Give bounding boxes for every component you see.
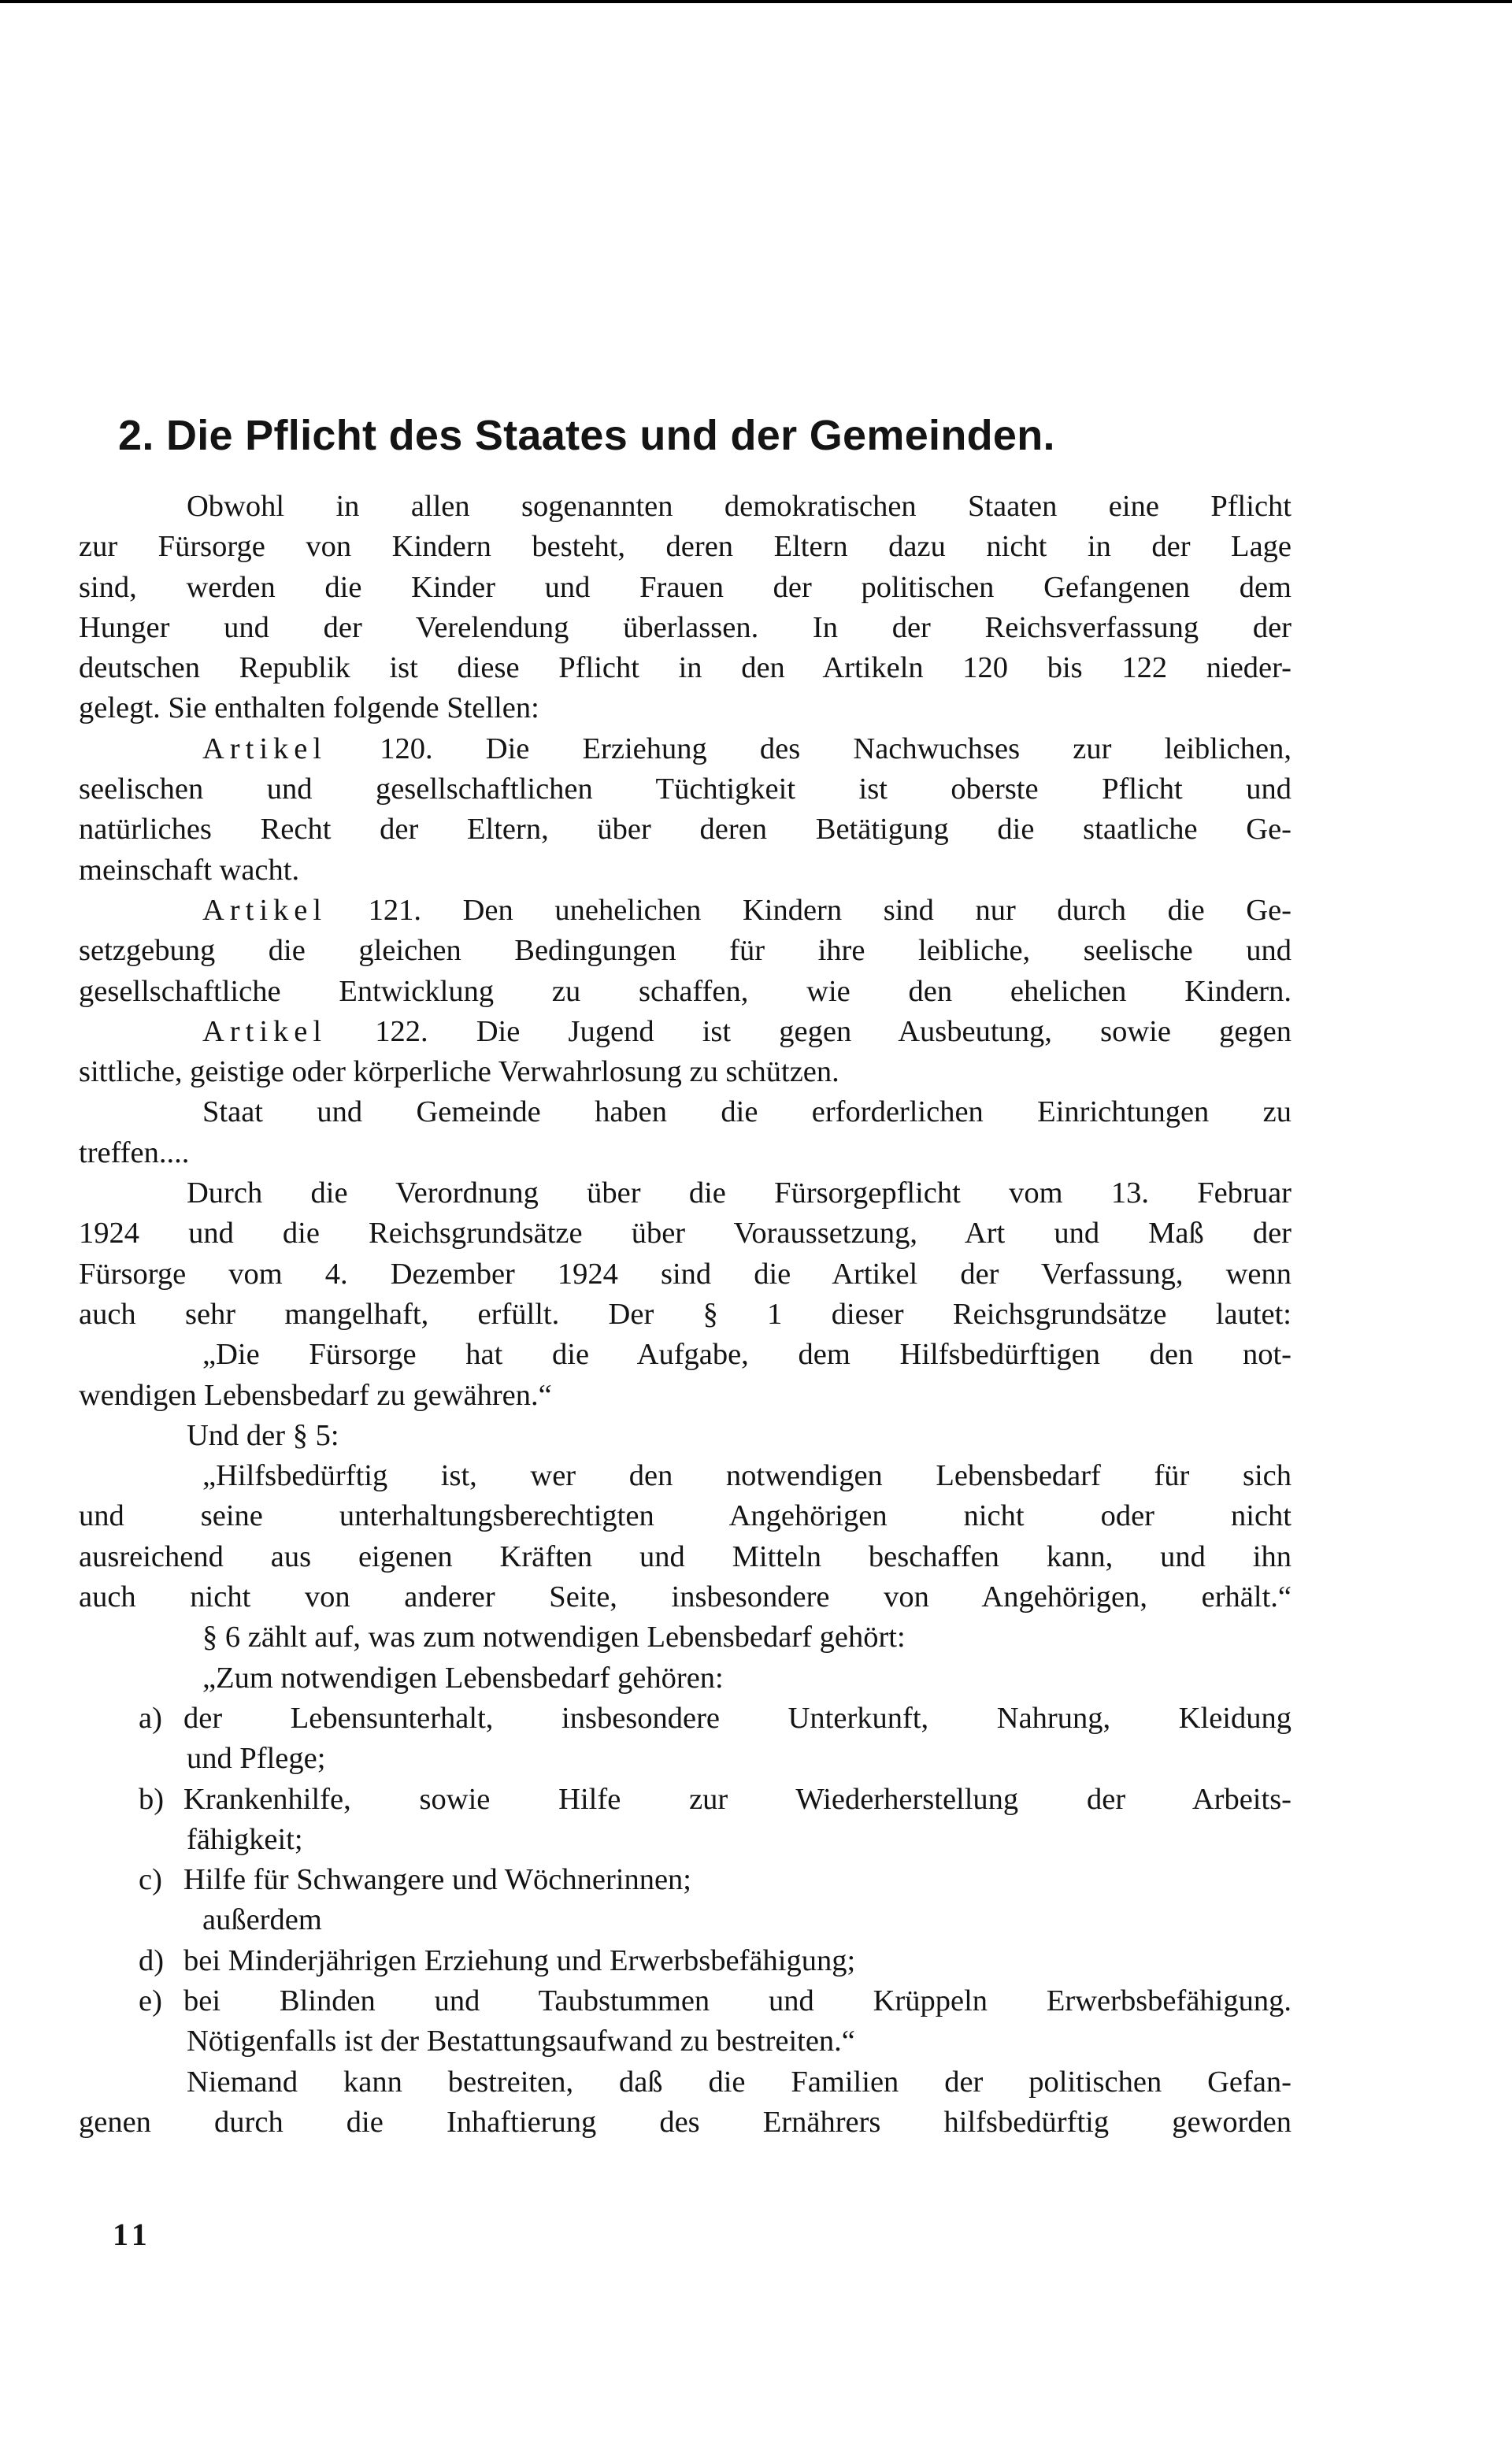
line-text: der Lebensunterhalt, insbesondere Unterkunft, Nahrung, Kleidung bbox=[183, 1701, 1292, 1735]
line-text: Staat und Gemeinde haben die erforderlichen Einrichtungen zu bbox=[202, 1095, 1292, 1129]
page-number: 11 bbox=[113, 2217, 152, 2252]
text-line bbox=[79, 1577, 1292, 1617]
line-text: deutschen Republik ist diese Pflicht in den Artikeln 120 bis 122 nieder- bbox=[79, 651, 1292, 685]
line-text: Hunger und der Verelendung überlassen. In der Reichsverfassung der bbox=[79, 610, 1292, 644]
text-line-with-label bbox=[79, 891, 1292, 931]
line-text: setzgebung die gleichen Bedingungen für ihre leibliche, seelische und bbox=[79, 934, 1292, 968]
line-text: Obwohl in allen sogenannten demokratischen Staaten eine Pflicht bbox=[187, 490, 1292, 523]
scan-border bbox=[0, 0, 1512, 3]
line-text: sittliche, geistige oder körperliche Verwahrlosung zu schützen. bbox=[79, 1055, 839, 1089]
line-text: bei Blinden und Taubstummen und Krüppeln Erwerbsbefähigung. bbox=[183, 1984, 1292, 2017]
line-text: gesellschaftliche Entwicklung zu schaffen, wie den ehelichen Kindern. bbox=[79, 974, 1292, 1008]
line-text: wendigen Lebensbedarf zu gewähren.“ bbox=[79, 1378, 552, 1412]
text-line bbox=[79, 1295, 1292, 1335]
line-text: § 6 zählt auf, was zum notwendigen Lebensbedarf gehört: bbox=[202, 1621, 906, 1654]
list-marker: c) bbox=[139, 1863, 162, 1897]
list-marker: e) bbox=[139, 1984, 162, 2017]
text-line bbox=[79, 1456, 1292, 1496]
text-line-with-label bbox=[79, 729, 1292, 769]
line-text: 121. Den unehelichen Kindern sind nur durch die Ge- bbox=[327, 893, 1292, 927]
line-text: Niemand kann bestreiten, daß die Familien der politischen Gefan- bbox=[187, 2065, 1292, 2099]
line-text: zur Fürsorge von Kindern besteht, deren Eltern dazu nicht in der Lage bbox=[79, 530, 1292, 564]
text-line bbox=[79, 527, 1292, 567]
text-line bbox=[79, 1133, 1292, 1173]
text-line bbox=[79, 1537, 1292, 1577]
line-text: natürliches Recht der Eltern, über deren Betätigung die staatliche Ge- bbox=[79, 813, 1292, 847]
article-label: Artikel bbox=[202, 732, 328, 765]
line-text: Krankenhilfe, sowie Hilfe zur Wiederherstellung der Arbeits- bbox=[183, 1782, 1292, 1816]
text-line-with-label bbox=[79, 1941, 1292, 1981]
line-text: 1924 und die Reichsgrundsätze über Voraussetzung, Art und Maß der bbox=[79, 1217, 1292, 1250]
text-line bbox=[79, 487, 1292, 527]
line-text: und seine unterhaltungsberechtigten Angehörigen nicht oder nicht bbox=[79, 1499, 1292, 1533]
line-text: und Pflege; bbox=[187, 1742, 326, 1776]
article-label: Artikel bbox=[202, 1014, 328, 1048]
line-text: „Die Fürsorge hat die Aufgabe, dem Hilfsbedürftigen den not- bbox=[202, 1338, 1292, 1372]
line-text: Hilfe für Schwangere und Wöchnerinnen; bbox=[183, 1863, 692, 1897]
line-text: meinschaft wacht. bbox=[79, 853, 300, 887]
line-text: bei Minderjährigen Erziehung und Erwerbsbefähigung; bbox=[183, 1943, 856, 1977]
text-line-with-label bbox=[79, 1981, 1292, 2021]
line-text: auch nicht von anderer Seite, insbesondere von Angehörigen, erhält.“ bbox=[79, 1580, 1292, 1614]
text-line bbox=[79, 1335, 1292, 1375]
text-line bbox=[79, 1658, 1292, 1699]
line-text: „Zum notwendigen Lebensbedarf gehören: bbox=[202, 1661, 724, 1695]
text-line-with-label bbox=[79, 1780, 1292, 1820]
text-line bbox=[79, 688, 1292, 728]
text-line bbox=[79, 648, 1292, 688]
text-line-with-label bbox=[79, 1860, 1292, 1900]
text-line bbox=[79, 1739, 1292, 1779]
text-line bbox=[79, 1052, 1292, 1092]
text-line bbox=[79, 2062, 1292, 2103]
text-line bbox=[79, 1820, 1292, 1860]
section-heading: 2. Die Pflicht des Staates und der Gemeinden. bbox=[118, 412, 1055, 459]
text-line bbox=[79, 1416, 1292, 1456]
list-marker: b) bbox=[139, 1782, 165, 1816]
line-text: sind, werden die Kinder und Frauen der politischen Gefangenen dem bbox=[79, 570, 1292, 604]
text-line bbox=[79, 1900, 1292, 1940]
text-line bbox=[79, 972, 1292, 1012]
text-line bbox=[79, 608, 1292, 648]
text-line-with-label bbox=[79, 1699, 1292, 1739]
line-text: gelegt. Sie enthalten folgende Stellen: bbox=[79, 691, 539, 725]
article-label: Artikel bbox=[202, 893, 328, 927]
text-line bbox=[79, 810, 1292, 850]
text-line bbox=[79, 931, 1292, 971]
line-text: 122. Die Jugend ist gegen Ausbeutung, sowie gegen bbox=[327, 1014, 1292, 1048]
line-text: ausreichend aus eigenen Kräften und Mitteln beschaffen kann, und ihn bbox=[79, 1539, 1292, 1573]
line-text: seelischen und gesellschaftlichen Tüchtigkeit ist oberste Pflicht und bbox=[79, 772, 1292, 806]
text-line bbox=[79, 1173, 1292, 1213]
line-text: Nötigenfalls ist der Bestattungsaufwand zu bestreiten.“ bbox=[187, 2025, 855, 2058]
list-marker: a) bbox=[139, 1701, 162, 1735]
text-line bbox=[79, 1496, 1292, 1536]
text-line bbox=[79, 2021, 1292, 2062]
text-line bbox=[79, 568, 1292, 608]
text-line bbox=[79, 2103, 1292, 2143]
text-line bbox=[79, 1617, 1292, 1658]
line-text: treffen.... bbox=[79, 1136, 190, 1169]
text-line bbox=[79, 1092, 1292, 1132]
line-text: Durch die Verordnung über die Fürsorgepflicht vom 13. Februar bbox=[187, 1176, 1292, 1210]
line-text: „Hilfsbedürftig ist, wer den notwendigen Lebensbedarf für sich bbox=[202, 1459, 1292, 1493]
line-text: fähigkeit; bbox=[187, 1822, 303, 1856]
text-line bbox=[79, 850, 1292, 891]
text-line bbox=[79, 769, 1292, 810]
text-line bbox=[79, 1376, 1292, 1416]
line-text: außerdem bbox=[202, 1903, 322, 1937]
line-text: Und der § 5: bbox=[187, 1418, 339, 1452]
line-text: 120. Die Erziehung des Nachwuchses zur leiblichen, bbox=[327, 732, 1292, 765]
text-line-with-label bbox=[79, 1012, 1292, 1052]
line-text: genen durch die Inhaftierung des Ernährers hilfsbedürftig geworden bbox=[79, 2105, 1292, 2139]
line-text: Fürsorge vom 4. Dezember 1924 sind die Artikel der Verfassung, wenn bbox=[79, 1257, 1292, 1291]
text-line bbox=[79, 1254, 1292, 1295]
line-text: auch sehr mangelhaft, erfüllt. Der § 1 dieser Reichsgrundsätze lautet: bbox=[79, 1297, 1292, 1331]
text-line bbox=[79, 1213, 1292, 1254]
body-text bbox=[79, 487, 1292, 2143]
list-marker: d) bbox=[139, 1943, 165, 1977]
